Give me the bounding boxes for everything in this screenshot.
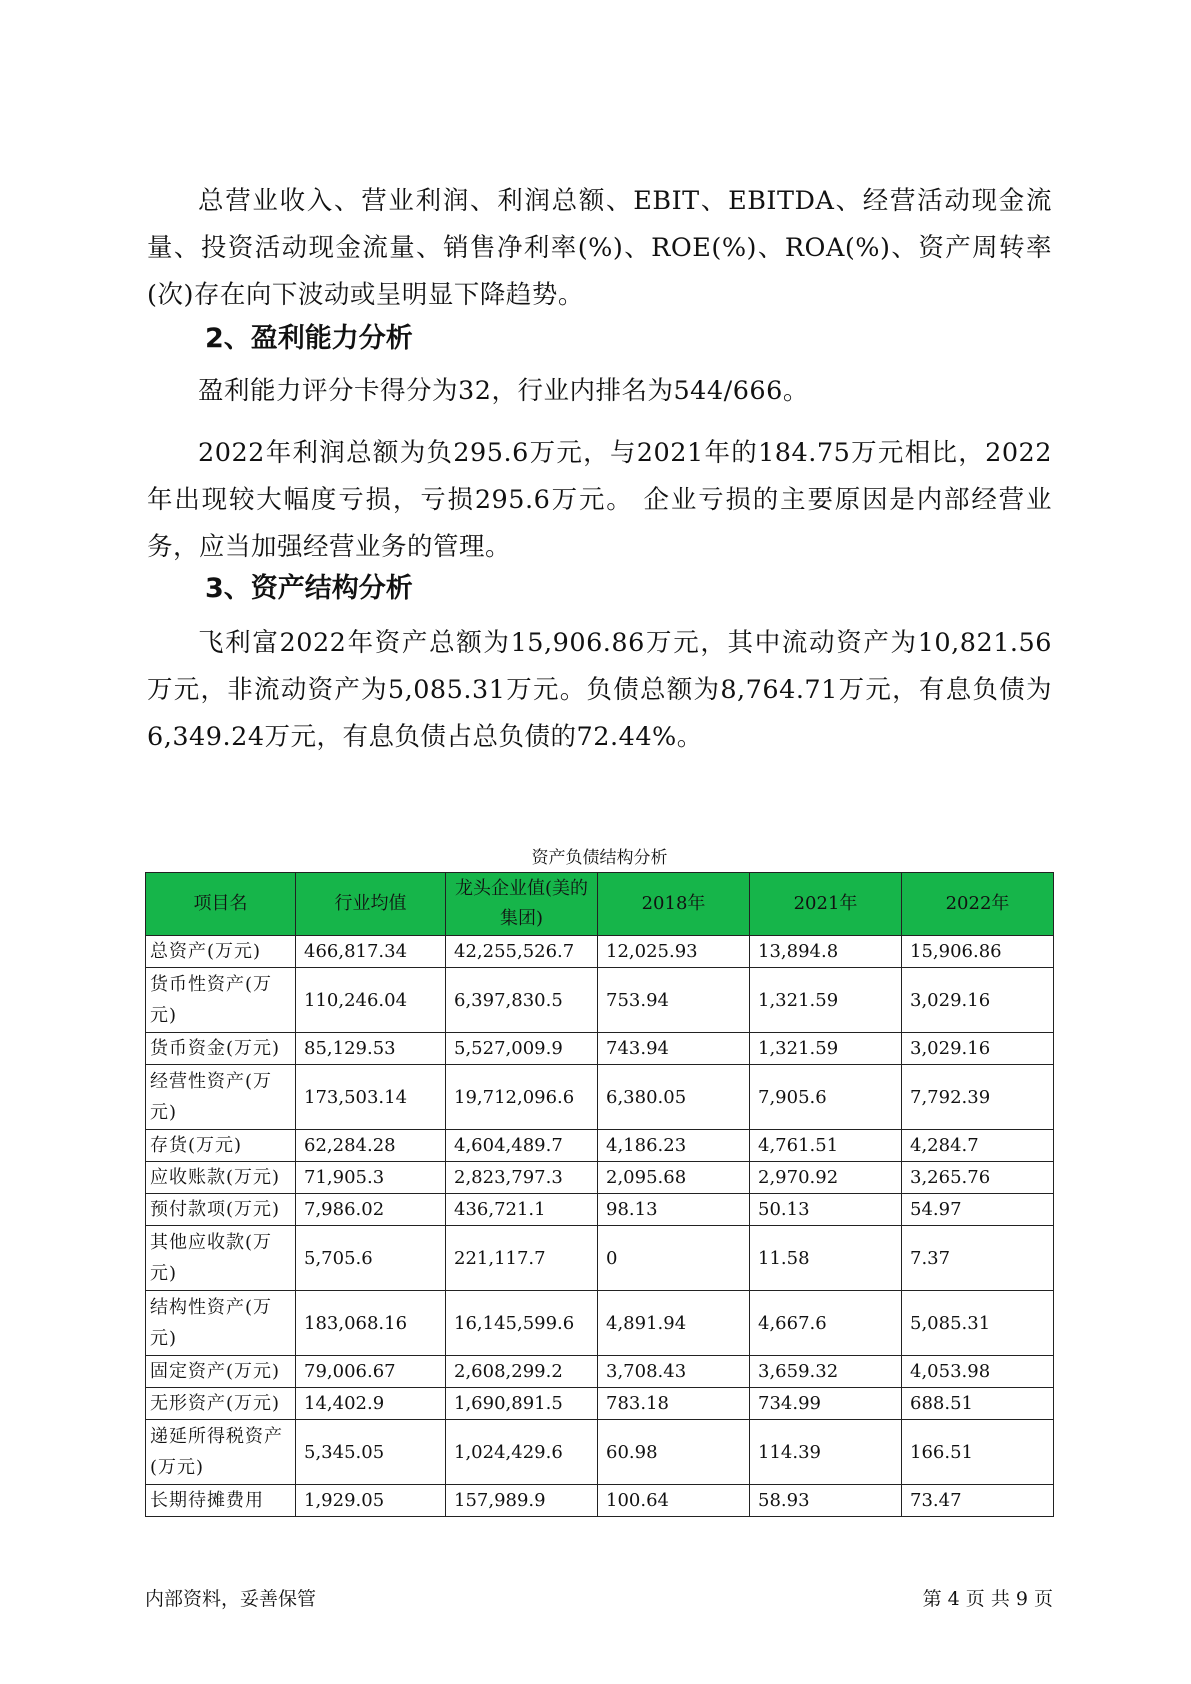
balance-structure-table [145,872,1054,1517]
table-cell: 11.58 [750,1226,902,1291]
table-cell: 221,117.7 [446,1226,598,1291]
table-cell: 4,761.51 [750,1130,902,1162]
table-cell: 1,321.59 [750,968,902,1033]
table-cell: 466,817.34 [296,936,446,968]
column-header: 龙头企业值(美的集团) [446,873,598,936]
row-label: 经营性资产(万元) [146,1065,296,1130]
table-cell: 0 [598,1226,750,1291]
table-row [146,936,1054,968]
row-label: 无形资产(万元) [146,1388,296,1420]
table-cell: 62,284.28 [296,1130,446,1162]
table-row [146,1194,1054,1226]
table-cell: 734.99 [750,1388,902,1420]
table-cell: 15,906.86 [902,936,1054,968]
table-cell: 58.93 [750,1485,902,1517]
table-cell: 5,345.05 [296,1420,446,1485]
table-row [146,1420,1054,1485]
table-cell: 6,380.05 [598,1065,750,1130]
table-cell: 110,246.04 [296,968,446,1033]
table-cell: 7,905.6 [750,1065,902,1130]
table-cell: 3,029.16 [902,1033,1054,1065]
table-cell: 436,721.1 [446,1194,598,1226]
paragraph-score: 盈利能力评分卡得分为32，行业内排名为544/666。 [198,376,809,406]
row-label: 存货(万元) [146,1130,296,1162]
column-header: 项目名 [146,873,296,936]
column-header: 2022年 [902,873,1054,936]
column-header: 行业均值 [296,873,446,936]
table-cell: 4,604,489.7 [446,1130,598,1162]
paragraph-profit: 2022年利润总额为负295.6万元，与2021年的184.75万元相比，2022年出现较大幅度亏损，亏损295.6万元。 企业亏损的主要原因是内部经营业务，应当加强经营业务的管理。 [147,438,1052,562]
table-cell: 157,989.9 [446,1485,598,1517]
table-cell: 753.94 [598,968,750,1033]
table-row [146,1388,1054,1420]
table-cell: 85,129.53 [296,1033,446,1065]
table-cell: 14,402.9 [296,1388,446,1420]
table-cell: 3,029.16 [902,968,1054,1033]
heading-asset-structure: 3、资产结构分析 [205,573,413,604]
table-cell: 6,397,830.5 [446,968,598,1033]
table-cell: 114.39 [750,1420,902,1485]
table-cell: 1,321.59 [750,1033,902,1065]
table-cell: 173,503.14 [296,1065,446,1130]
table-row [146,1291,1054,1356]
table-cell: 98.13 [598,1194,750,1226]
table-cell: 42,255,526.7 [446,936,598,968]
table-cell: 2,608,299.2 [446,1356,598,1388]
row-label: 固定资产(万元) [146,1356,296,1388]
footer-confidential: 内部资料，妥善保管 [145,1588,317,1610]
table-cell: 5,527,009.9 [446,1033,598,1065]
table-cell: 19,712,096.6 [446,1065,598,1130]
table-cell: 2,095.68 [598,1162,750,1194]
row-label: 长期待摊费用 [146,1485,296,1517]
table-cell: 1,024,429.6 [446,1420,598,1485]
table-cell: 7,986.02 [296,1194,446,1226]
row-label: 货币性资产(万元) [146,968,296,1033]
table-row [146,1130,1054,1162]
table-cell: 4,284.7 [902,1130,1054,1162]
table-row [146,1226,1054,1291]
table-cell: 1,929.05 [296,1485,446,1517]
table-row [146,1065,1054,1130]
paragraph-assets: 飞利富2022年资产总额为15,906.86万元，其中流动资产为10,821.56万元，非流动资产为5,085.31万元。负债总额为8,764.71万元，有息负债为6,349.24万元，有息负债占总负债的72.44%。 [147,628,1052,752]
table-cell: 100.64 [598,1485,750,1517]
heading-profitability: 2、盈利能力分析 [205,323,413,354]
table-cell: 1,690,891.5 [446,1388,598,1420]
table-cell: 3,659.32 [750,1356,902,1388]
row-label: 预付款项(万元) [146,1194,296,1226]
table-cell: 3,265.76 [902,1162,1054,1194]
table-cell: 54.97 [902,1194,1054,1226]
table-row [146,1485,1054,1517]
column-header: 2021年 [750,873,902,936]
table-caption: 资产负债结构分析 [531,848,668,868]
table-cell: 79,006.67 [296,1356,446,1388]
table-cell: 13,894.8 [750,936,902,968]
table-row [146,1356,1054,1388]
table-cell: 688.51 [902,1388,1054,1420]
table-cell: 16,145,599.6 [446,1291,598,1356]
table-cell: 7,792.39 [902,1065,1054,1130]
column-header: 2018年 [598,873,750,936]
table-row [146,1033,1054,1065]
row-label: 其他应收款(万元) [146,1226,296,1291]
table-row [146,968,1054,1033]
row-label: 结构性资产(万元) [146,1291,296,1356]
table-cell: 743.94 [598,1033,750,1065]
table-cell: 183,068.16 [296,1291,446,1356]
table-cell: 4,053.98 [902,1356,1054,1388]
table-cell: 5,705.6 [296,1226,446,1291]
table-cell: 2,970.92 [750,1162,902,1194]
table-header-row [146,873,1054,936]
footer-page-number: 第 4 页 共 9 页 [922,1588,1053,1610]
table-row [146,1162,1054,1194]
table-cell: 783.18 [598,1388,750,1420]
table-cell: 2,823,797.3 [446,1162,598,1194]
row-label: 应收账款(万元) [146,1162,296,1194]
row-label: 总资产(万元) [146,936,296,968]
table-cell: 50.13 [750,1194,902,1226]
table-cell: 5,085.31 [902,1291,1054,1356]
table-cell: 3,708.43 [598,1356,750,1388]
table-cell: 4,667.6 [750,1291,902,1356]
paragraph-trend: 总营业收入、营业利润、利润总额、EBIT、EBITDA、经营活动现金流量、投资活动现金流量、销售净利率(%)、ROE(%)、ROA(%)、资产周转率(次)存在向下波动或呈明显下降趋势。 [147,186,1052,310]
table-cell: 4,891.94 [598,1291,750,1356]
table-cell: 60.98 [598,1420,750,1485]
table-cell: 166.51 [902,1420,1054,1485]
row-label: 递延所得税资产(万元) [146,1420,296,1485]
row-label: 货币资金(万元) [146,1033,296,1065]
table-cell: 7.37 [902,1226,1054,1291]
table-cell: 4,186.23 [598,1130,750,1162]
table-cell: 71,905.3 [296,1162,446,1194]
table-cell: 73.47 [902,1485,1054,1517]
table-cell: 12,025.93 [598,936,750,968]
